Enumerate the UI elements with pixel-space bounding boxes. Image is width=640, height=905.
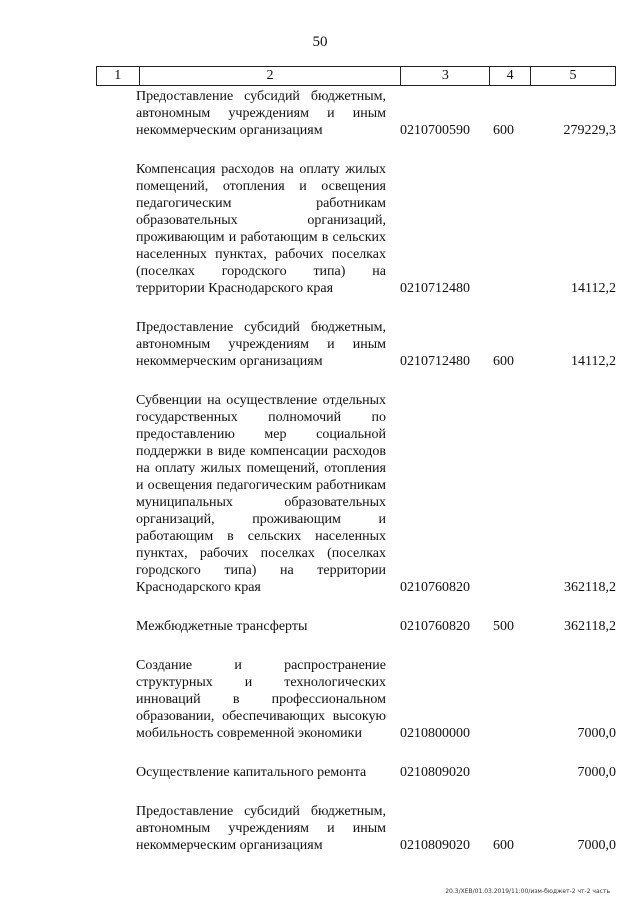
row-code: 0210712480 [400,281,470,296]
row-description: Предоставление субсидий бюджетным, автономным учреждениям и иным некоммерческим организациям [136,320,386,369]
document-footer-stamp: 20.3/ХЕВ/01.03.2019/11:00/изм-бюджет-2 чт-2 часть [445,888,610,895]
row-group: 600 [493,838,514,853]
row-description: Субвенции на осуществление отдельных государственных полномочий по предоставлению мер социальной поддержки в виде компенсации расходов на оплату жилых помещений, отопления и освещения педагогическим работникам муниципальных образовательных организаций, проживающим и работающим в сельских населенных пунктах, рабочих поселках (поселках городского типа) на территории Краснодарского края [136,393,386,595]
row-code: 0210809020 [400,765,470,780]
row-amount: 14112,2 [571,281,616,296]
table-row [136,319,616,370]
table-row [136,618,616,635]
table-row [136,161,616,297]
row-code: 0210760820 [400,580,470,595]
row-group: 600 [493,123,514,138]
budget-rows [136,88,616,854]
column-header-3: 3 [401,67,490,86]
page-number: 50 [312,34,328,50]
column-header-4: 4 [490,67,531,86]
row-code: 0210800000 [400,726,470,741]
table-row [136,803,616,854]
table-row [136,764,616,781]
table-row [136,657,616,742]
row-group: 600 [493,354,514,369]
column-header-1: 1 [97,67,140,86]
table-row [136,88,616,139]
row-description: Межбюджетные трансферты [136,619,308,634]
row-description: Предоставление субсидий бюджетным, автономным учреждениям и иным некоммерческим организациям [136,89,386,138]
row-amount: 14112,2 [571,354,616,369]
row-code: 0210700590 [400,123,470,138]
row-description: Компенсация расходов на оплату жилых помещений, отопления и освещения педагогическим работникам образовательных организаций, проживающим и работающим в сельских населенных пунктах, рабочих поселках (поселках городского типа) на территории Краснодарского края [136,162,386,296]
row-amount: 362118,2 [564,619,616,634]
table-row [136,392,616,596]
row-amount: 7000,0 [577,838,616,853]
row-code: 0210712480 [400,354,470,369]
row-amount: 7000,0 [577,765,616,780]
row-amount: 362118,2 [564,580,616,595]
column-header-table [96,66,616,86]
row-description: Осуществление капитального ремонта [136,765,367,780]
column-header-5: 5 [530,67,615,86]
row-group: 500 [493,619,514,634]
row-description: Создание и распространение структурных и технологических инноваций в профессиональном образовании, обеспечивающих высокую мобильность современной экономики [136,658,386,741]
row-description: Предоставление субсидий бюджетным, автономным учреждениям и иным некоммерческим организациям [136,804,386,853]
row-code: 0210809020 [400,838,470,853]
row-amount: 7000,0 [577,726,616,741]
row-code: 0210760820 [400,619,470,634]
column-header-2: 2 [139,67,401,86]
row-amount: 279229,3 [563,123,616,138]
